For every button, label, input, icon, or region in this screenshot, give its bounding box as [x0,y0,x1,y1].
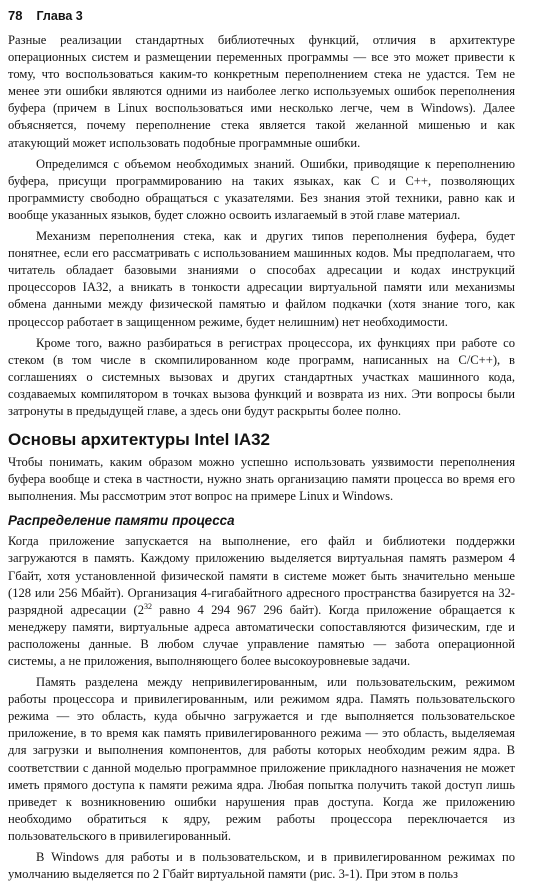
exponent-superscript: 32 [144,601,152,611]
paragraph-windows-memory: В Windows для работы и в пользовательском, и в привилегированном режимах по умолчанию выделяется по 2 Гбайт виртуальной памяти (рис. 3-1). При этом в польз [8,850,515,882]
paragraph-required-knowledge: Определимся с объемом необходимых знаний. Ошибки, приводящие к переполнению буфера, присущи программированию на таких языках, как C и C++, позволяющих программисту свободно обращаться с указателями. Без знания этой техники, равно как и вообще указанных языков, будет сложно освоить излагаемый в этой главе материал. [8,156,515,222]
memory-allocation-text-1: Когда приложение запускается на выполнение, его файл и библиотеки поддержки загружаются в память. Каждому приложению выделяется виртуальная память размером 4 Гбайт, хотя установленной физической памяти в системе может быть значительно меньше (128 или 256 Мбайт). Организация 4-гигабайтного адресного пространства базируется на 32-разрядной адресации (2 [8,534,515,617]
paragraph-architecture-intro: Чтобы понимать, каким образом можно успешно использовать уязвимости переполнения буфера вообще и стека в частности, нужно знать организацию памяти процесса во время его выполнения. Мы рассмотрим этот вопрос на примере Linux и Windows. [8,455,515,504]
paragraph-memory-allocation [8,533,515,670]
section-heading: Основы архитектуры Intel IA32 [8,430,271,450]
paragraph-stack-overflow-intro: Разные реализации стандартных библиотечных функций, отличия в архитектуре операционных систем и размещении переменных программы — все это может привести к тому, что воспользоваться каким-то конкретным переполнением стека не удастся. Тем не менее эти ошибки являются одними из наиболее легко используемых ошибок переполнения буфера (причем в Linux воспользоваться ими несколько легче, чем в Windows). Далее объясняется, почему переполнение стека является такой желанной мишенью и как атакующий может использовать подобные программные ошибки. [8,33,515,150]
paragraph-registers: Кроме того, важно разбираться в регистрах процессора, их функциях при работе со стеком (в том числе в скомпилированном коде программ, написанных на C/C++), в соглашениях о системных вызовах и других стандартных участках машинного кода, создаваемых компилятором в точках вызова функций и возврата из них. Эти вопросы были затронуты в предыдущей главе, а здесь они будут раскрыты более полно. [8,335,515,418]
subsection-heading: Распределение памяти процесса [8,513,235,529]
paragraph-machine-code: Механизм переполнения стека, как и других типов переполнения буфера, будет понятнее, если его рассматривать с использованием машинных кодов. Мы предполагаем, что читатель обладает базовыми знаниями о способах адресации и кодах инструкций процессоров IA32, а вникать в тонкости адресации виртуальной памяти или механизмы обмена данными между физической памятью и файлом подкачки (хотя знание того, как процессор работает в защищенном режиме, будет нелишним) нет необходимости. [8,229,515,329]
page-number: 78 [8,8,23,23]
running-header [8,8,515,30]
paragraph-user-kernel-mode: Память разделена между непривилегированным, или пользовательским, режимом работы процессора и привилегированным, или режимом ядра. Память пользовательского режима — это область, куда обычно загружается и где выполняется пользовательское приложение, в то время как память привилегированного режима — это область, выделяемая для загрузки и выполнения компонентов, для работы которых необходим режим ядра. В соответствии с данной моделью программное приложение прикладного назначения не может иметь прямого доступа к памяти режима ядра. Любая попытка получить такой доступ лишь приведет к возникновению ошибки нарушения прав доступа. Когда же приложению необходимо обратиться к ядру, режим работы процессора переключается из пользовательского в привилегированный. [8,675,515,843]
memory-allocation-text-2: равно 4 294 967 296 байт). Когда приложение обращается к менеджеру памяти, виртуальные адреса автоматически сопоставляются физическим, где и расположены данные. В любом случае управление памятью — забота операционной системы, а не приложения, выполняющего более высокоуровневые задачи. [8,602,516,668]
chapter-title: Глава 3 [36,9,83,23]
